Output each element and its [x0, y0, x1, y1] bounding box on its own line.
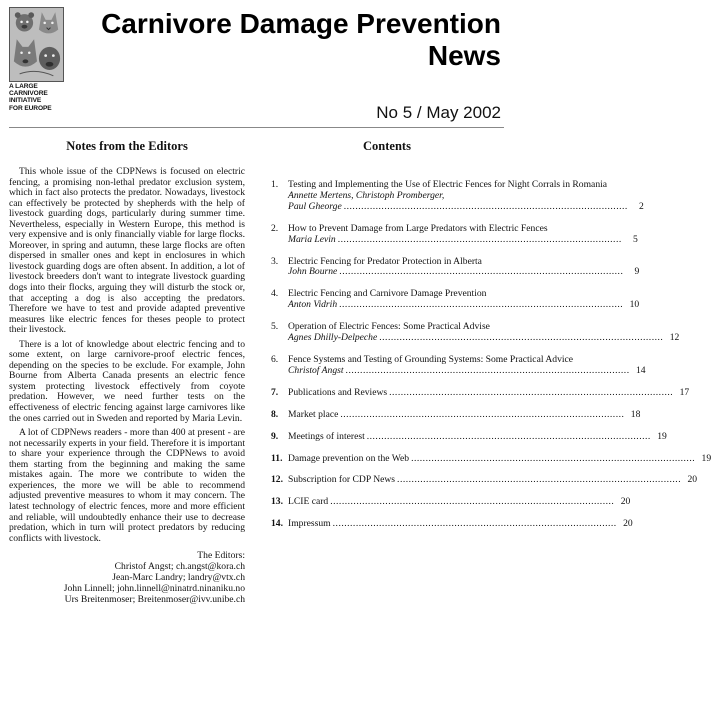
toc-title: Testing and Implementing the Use of Electric Fences for Night Corrals in Romania: [288, 179, 608, 190]
toc-authors: Christof Angst: [288, 364, 344, 376]
newsletter-title: [101, 8, 501, 72]
toc-authors: John Bourne: [288, 266, 338, 278]
toc-entry[interactable]: [271, 430, 667, 443]
toc-page: 12: [669, 332, 680, 344]
toc-leader: ..................................................................................................: [343, 200, 628, 212]
toc-number: 9.: [271, 430, 279, 442]
editorial-paragraph: A lot of CDPNews readers - more than 400 at present - are not necessarily experts in your field. Therefore it is important to share your experience through the CDPNews to avoid them starting from the beginning and making the same mistakes again. The more we contribute to widen the experiences, the more we will be able to recommend adjusted preventive measures to whom it may concern. The latest technology of electric fences, more and more efficient and reliable, will undoubtedly enhance their use to decrease predation, which in turn will protect predators by reducing conflicts with livestock.: [9, 427, 245, 544]
toc-number: 2.: [271, 222, 279, 234]
editors-notes: [9, 139, 245, 605]
toc-number: 11.: [271, 452, 283, 464]
toc-leader: ..................................................................................................: [397, 474, 682, 486]
toc-authors: Paul Gheorge: [288, 200, 342, 212]
toc-leader: ..................................................................................................: [389, 386, 674, 398]
toc-leader: ..................................................................................................: [332, 518, 617, 530]
toc-leader: ..................................................................................................: [345, 364, 630, 376]
lcie-logo-text: [9, 83, 71, 112]
toc-authors: Maria Levin: [288, 233, 336, 245]
lcie-logo: [9, 7, 64, 82]
toc-page: 18: [630, 408, 641, 420]
toc-title: Operation of Electric Fences: Some Practical Advise: [288, 321, 490, 333]
toc-title: Electric Fencing for Predator Protection in Alberta: [288, 255, 482, 267]
toc-title: Publications and Reviews: [288, 386, 388, 398]
editorial-paragraph: This whole issue of the CDPNews is focused on electric fencing, a promising non-lethal predator exclusion system, which in fact also protects the predator. Nowadays, livestock can effectively be protected by shepherds with the help of livestock guarding dogs, particularly during summer time. Nevertheless, especially in Western Europe, this method is very expensive and is only financially viable for large flocks. Moreover, in spring and autumn, these large flocks are often dispersed in smaller ones and kept in enclosures in which livestock guarding dogs are often absent. In addition, a lot of livestock breeders don't want to integrate livestock guarding dogs into their flocks, arguing they will disturb the stock or, that accepting a dog is also accepting the predators. Therefore we have to test and provide adapted preventive measures like electric fences for theses people to protect their livestock.: [9, 166, 245, 336]
toc-title: Damage prevention on the Web: [288, 452, 410, 464]
toc-number: 14.: [271, 518, 283, 530]
toc-entry[interactable]: [271, 321, 680, 344]
toc-page: 17: [679, 386, 690, 398]
toc-number: 4.: [271, 288, 279, 300]
toc-leader: ..................................................................................................: [379, 332, 664, 344]
toc-number: 12.: [271, 474, 283, 486]
toc-entry[interactable]: [271, 518, 633, 530]
toc-authors: Anton Vidrih: [288, 299, 338, 311]
toc-leader: ..................................................................................................: [330, 496, 615, 508]
editor-contact: Christof Angst; ch.angst@kora.ch: [114, 561, 245, 573]
toc-entry[interactable]: [271, 408, 641, 421]
toc-title: Market place: [288, 408, 339, 420]
toc-entry[interactable]: [271, 255, 640, 279]
editors-signoff: [9, 550, 245, 605]
logo-line: INITIATIVE: [9, 97, 42, 105]
toc-number: 6.: [271, 353, 279, 365]
toc-entry[interactable]: [271, 288, 640, 311]
toc-title: Subscription for CDP News: [288, 474, 396, 486]
editor-contact: Urs Breitenmoser; Breitenmoser@ivv.unibe.ch: [64, 594, 245, 606]
toc-title: Impressum: [288, 518, 331, 530]
logo-line: A LARGE: [9, 83, 38, 90]
toc-entry[interactable]: [271, 179, 644, 213]
toc-entry[interactable]: [271, 353, 646, 377]
toc-leader: ..................................................................................................: [339, 266, 624, 278]
toc-page: 5: [632, 233, 638, 245]
title-line-1: Carnivore Damage Prevention: [101, 8, 501, 39]
toc-number: 5.: [271, 321, 279, 333]
toc-leader: ..................................................................................................: [337, 233, 622, 245]
header-divider: [9, 127, 504, 128]
title-line-2: News: [427, 40, 501, 71]
toc-entry[interactable]: [271, 386, 690, 399]
toc-page: 2: [638, 200, 644, 212]
toc-number: 3.: [271, 255, 279, 267]
toc-authors: Annette Mertens, Christoph Promberger,: [288, 189, 445, 201]
toc-authors: Agnes Dhilly-Delpeche: [288, 332, 378, 344]
toc-page: 14: [636, 364, 646, 376]
toc-title: Electric Fencing and Carnivore Damage Prevention: [288, 288, 487, 300]
editors-notes-heading: Notes from the Editors: [66, 139, 188, 153]
toc-number: 8.: [271, 408, 279, 420]
toc-entry[interactable]: [271, 474, 698, 486]
toc-page: 19: [657, 430, 667, 442]
contents-heading: Contents: [363, 139, 411, 153]
toc-page: 9: [634, 266, 640, 278]
signoff-label: The Editors:: [197, 550, 245, 562]
editorial-paragraph: There is a lot of knowledge about electric fencing and to some extent, on large carnivore-proof electric fences, depending on the species to be exclude. For example, John Bourne from Alberta Canada presents an electric fence system protecting livestock effectively from coyote predation. However, we need further tests on the effectiveness of electric fencing against large carnivores like the ones carried out in Sweden and reported by Maria Levin.: [9, 338, 245, 424]
toc-page: 10: [629, 299, 640, 311]
toc-title: How to Prevent Damage from Large Predators with Electric Fences: [288, 222, 548, 234]
toc-page: 20: [620, 496, 631, 508]
toc-leader: ..................................................................................................: [339, 299, 624, 311]
logo-line: FOR EUROPE: [9, 104, 52, 112]
toc-number: 7.: [271, 386, 279, 398]
table-of-contents: [271, 139, 711, 541]
toc-page: 19: [701, 452, 711, 464]
toc-page: 20: [623, 518, 633, 530]
toc-entry[interactable]: [271, 222, 638, 246]
toc-entry[interactable]: [271, 452, 711, 465]
carnivore-heads-icon: [9, 7, 64, 82]
toc-page: 20: [687, 474, 698, 486]
toc-leader: ..................................................................................................: [366, 430, 651, 442]
toc-title: Meetings of interest: [288, 430, 365, 442]
toc-number: 13.: [271, 496, 283, 508]
toc-title: Fence Systems and Testing of Grounding Systems: Some Practical Advice: [288, 353, 574, 365]
toc-leader: ..................................................................................................: [340, 408, 625, 420]
issue-number: No 5 / May 2002: [376, 103, 501, 122]
toc-number: 1.: [271, 179, 279, 190]
toc-entry[interactable]: [271, 496, 631, 508]
editor-contact: Jean-Marc Landry; landry@vtx.ch: [112, 572, 245, 584]
logo-line: CARNIVORE: [9, 90, 48, 98]
editor-contact: John Linnell; john.linnell@ninatrd.ninaniku.no: [63, 583, 245, 595]
toc-leader: ..................................................................................................: [411, 452, 696, 464]
toc-title: LCIE card: [288, 496, 329, 508]
